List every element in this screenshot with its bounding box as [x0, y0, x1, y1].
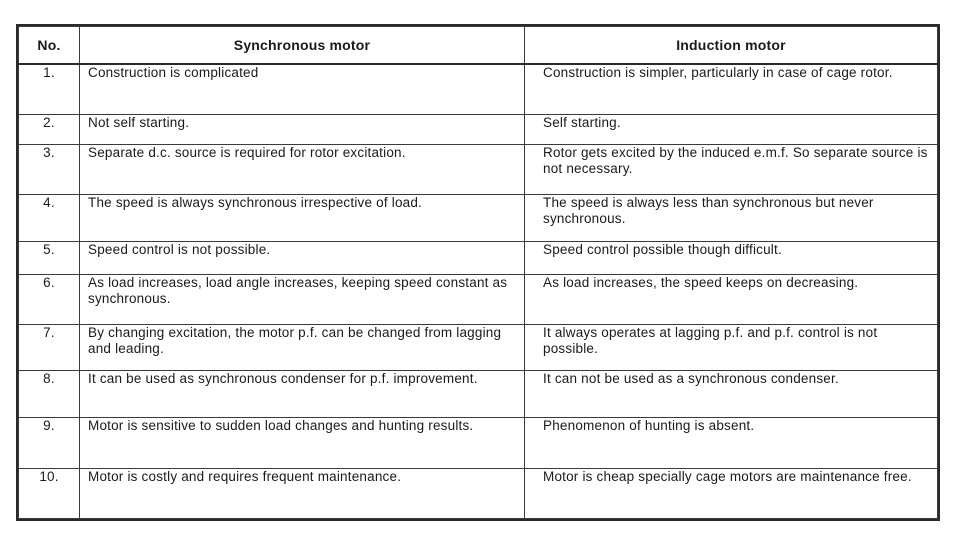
row-number: 3. — [19, 144, 80, 194]
synchronous-motor-cell: Motor is costly and requires frequent maintenance. — [80, 468, 525, 518]
table-row — [19, 195, 938, 242]
row-number: 5. — [19, 242, 80, 274]
synchronous-motor-cell: The speed is always synchronous irrespective of load. — [80, 195, 525, 242]
synchronous-motor-cell: As load increases, load angle increases, keeping speed constant as synchronous. — [80, 274, 525, 324]
row-number: 10. — [19, 468, 80, 518]
row-number: 9. — [19, 418, 80, 468]
row-number: 6. — [19, 274, 80, 324]
comparison-table — [18, 26, 938, 519]
synchronous-motor-cell: Construction is complicated — [80, 64, 525, 114]
induction-motor-cell: Rotor gets excited by the induced e.m.f. So separate source is not necessary. — [525, 144, 938, 194]
table-row — [19, 274, 938, 324]
synchronous-motor-cell: Motor is sensitive to sudden load changes and hunting results. — [80, 418, 525, 468]
induction-motor-cell: It can not be used as a synchronous condenser. — [525, 371, 938, 418]
row-number: 7. — [19, 324, 80, 370]
table-row — [19, 418, 938, 468]
row-number: 1. — [19, 64, 80, 114]
synchronous-motor-cell: Separate d.c. source is required for rotor excitation. — [80, 144, 525, 194]
table-row — [19, 114, 938, 144]
table-row — [19, 324, 938, 370]
induction-motor-cell: It always operates at lagging p.f. and p.f. control is not possible. — [525, 324, 938, 370]
table-row — [19, 468, 938, 518]
table-header-row — [19, 27, 938, 65]
column-header-induction-motor: Induction motor — [525, 27, 938, 65]
table-row — [19, 64, 938, 114]
synchronous-motor-cell: It can be used as synchronous condenser for p.f. improvement. — [80, 371, 525, 418]
induction-motor-cell: Motor is cheap specially cage motors are maintenance free. — [525, 468, 938, 518]
induction-motor-cell: Construction is simpler, particularly in case of cage rotor. — [525, 64, 938, 114]
induction-motor-cell: Self starting. — [525, 114, 938, 144]
induction-motor-cell: The speed is always less than synchronous but never synchronous. — [525, 195, 938, 242]
synchronous-motor-cell: Speed control is not possible. — [80, 242, 525, 274]
table-row — [19, 144, 938, 194]
row-number: 4. — [19, 195, 80, 242]
induction-motor-cell: Speed control possible though difficult. — [525, 242, 938, 274]
synchronous-motor-cell: Not self starting. — [80, 114, 525, 144]
column-header-synchronous-motor: Synchronous motor — [80, 27, 525, 65]
table-row — [19, 371, 938, 418]
comparison-table-container — [16, 24, 940, 521]
induction-motor-cell: As load increases, the speed keeps on decreasing. — [525, 274, 938, 324]
synchronous-motor-cell: By changing excitation, the motor p.f. can be changed from lagging and leading. — [80, 324, 525, 370]
row-number: 8. — [19, 371, 80, 418]
row-number: 2. — [19, 114, 80, 144]
column-header-no: No. — [19, 27, 80, 65]
induction-motor-cell: Phenomenon of hunting is absent. — [525, 418, 938, 468]
table-row — [19, 242, 938, 274]
